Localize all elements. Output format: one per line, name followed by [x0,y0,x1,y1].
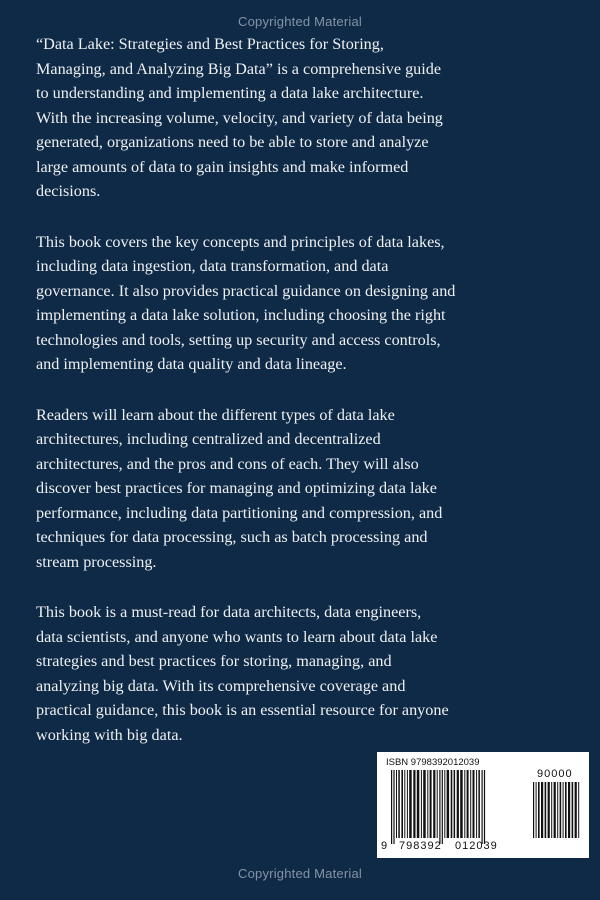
text-line: Managing, and Analyzing Big Data” is a comprehensive guide [36,59,442,78]
text-line: architectures, and the pros and cons of each. They will also [36,454,419,473]
barcode-right-digits: 012039 [455,840,498,852]
copyright-watermark-bottom: Copyrighted Material [238,866,362,881]
text-line: “Data Lake: Strategies and Best Practices for Storing, [36,35,384,53]
text-line: large amounts of data to gain insights and make informed [36,157,409,176]
text-line: including data ingestion, data transformation, and data [36,257,389,275]
back-cover-description [36,32,596,773]
text-line: working with big data. [36,725,183,744]
text-line: practical guidance, this book is an essential resource for anyone [36,701,449,719]
text-line: This book covers the key concepts and principles of data lakes, [36,232,445,251]
paragraph-audience [36,600,596,747]
text-line: discover best practices for managing and optimizing data lake [36,479,437,497]
text-line: governance. It also provides practical guidance on designing and [36,281,456,300]
isbn-label: ISBN 9798392012039 [386,757,480,768]
text-line: and implementing data quality and data lineage. [36,355,347,373]
text-line: stream processing. [36,552,157,571]
text-line: generated, organizations need to be able to store and analyze [36,133,429,151]
text-line: techniques for data processing, such as batch processing and [36,528,428,546]
text-line: analyzing big data. With its comprehensive coverage and [36,676,406,695]
text-line: architectures, including centralized and decentralized [36,430,381,448]
copyright-watermark-top: Copyrighted Material [238,14,362,29]
text-line: performance, including data partitioning and compression, and [36,503,443,522]
text-line: to understanding and implementing a data lake architecture. [36,84,424,102]
barcode-price-code: 90000 [537,768,573,780]
text-line: decisions. [36,182,101,200]
barcode-left-digits: 798392 [399,840,442,852]
text-line: technologies and tools, setting up security and access controls, [36,330,441,349]
isbn-barcode [377,752,589,858]
text-line: Readers will learn about the different types of data lake [36,405,395,424]
text-line: strategies and best practices for storing, managing, and [36,652,392,670]
paragraph-intro [36,32,596,204]
barcode-prefix-digit: 9 [381,840,388,852]
text-line: With the increasing volume, velocity, and variety of data being [36,108,443,127]
paragraph-architectures [36,403,596,575]
text-line: This book is a must-read for data architects, data engineers, [36,603,422,621]
text-line: implementing a data lake solution, including choosing the right [36,306,446,324]
paragraph-concepts [36,230,596,377]
text-line: data scientists, and anyone who wants to learn about data lake [36,627,438,646]
